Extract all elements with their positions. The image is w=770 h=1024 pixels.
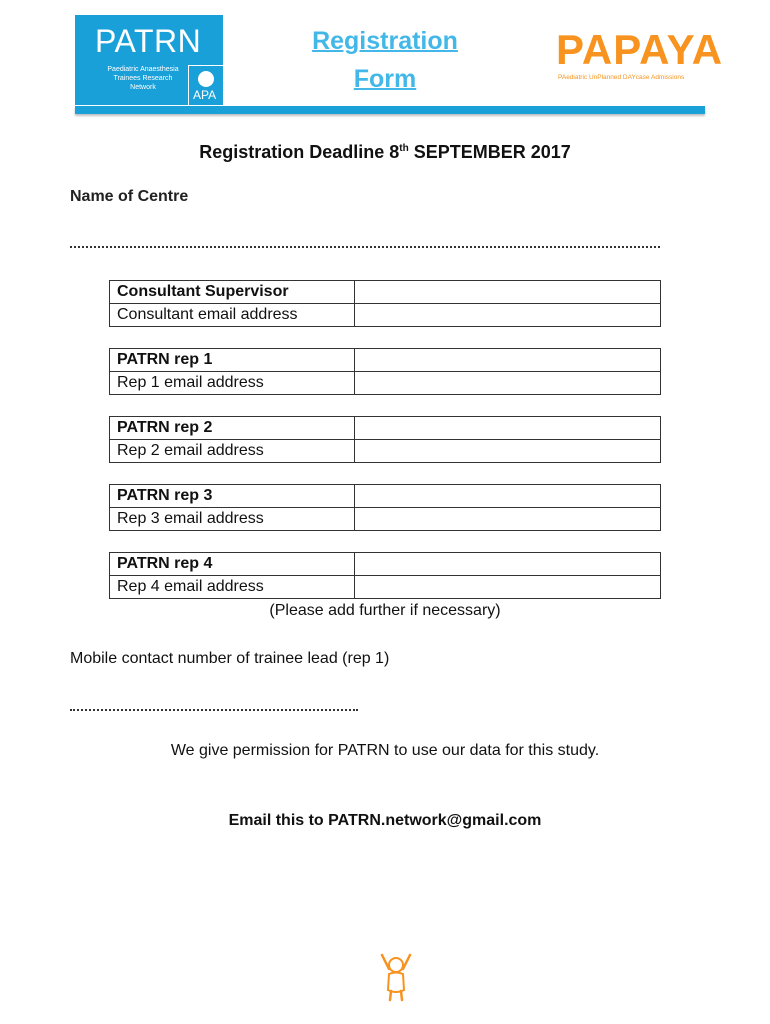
- rep3-table: [109, 484, 661, 531]
- rep2-email-field[interactable]: [355, 440, 661, 463]
- rep1-name-field[interactable]: [355, 349, 661, 372]
- add-further-note: (Please add further if necessary): [269, 602, 501, 619]
- rep3-email-label: Rep 3 email address: [110, 508, 355, 531]
- patrn-logo-subtitle: Paediatric Anaesthesia Trainees Research Network: [107, 66, 179, 91]
- rep1-table: [109, 348, 661, 395]
- rep2-email-label: Rep 2 email address: [110, 440, 355, 463]
- mobile-contact-label: Mobile contact number of trainee lead (rep 1): [70, 650, 390, 667]
- registration-deadline: [0, 142, 770, 163]
- form-title-line1: Registration: [312, 27, 458, 55]
- patrn-logo: [75, 15, 223, 105]
- rep1-email-field[interactable]: [355, 372, 661, 395]
- consultant-email-label: Consultant email address: [110, 304, 355, 327]
- consultant-email-field[interactable]: [355, 304, 661, 327]
- rep4-name-field[interactable]: [355, 553, 661, 576]
- header-divider-bar: [75, 106, 705, 114]
- rep4-table: [109, 552, 661, 599]
- email-instruction: Email this to PATRN.network@gmail.com: [228, 812, 542, 829]
- consultant-supervisor-label: Consultant Supervisor: [110, 281, 355, 304]
- deadline-suffix: SEPTEMBER 2017: [408, 142, 571, 162]
- apa-logo: [188, 65, 223, 106]
- rep3-email-field[interactable]: [355, 508, 661, 531]
- mobile-contact-field[interactable]: [70, 709, 358, 711]
- rep2-name-field[interactable]: [355, 417, 661, 440]
- name-of-centre-field[interactable]: [70, 246, 660, 248]
- rep4-label: PATRN rep 4: [110, 553, 355, 576]
- consultant-supervisor-field[interactable]: [355, 281, 661, 304]
- consultant-table: [109, 280, 661, 327]
- apa-logo-text: APA: [193, 88, 217, 102]
- rep1-email-label: Rep 1 email address: [110, 372, 355, 395]
- rep1-label: PATRN rep 1: [110, 349, 355, 372]
- papaya-mascot-icon: [378, 952, 414, 1002]
- patrn-logo-title: PATRN: [95, 23, 202, 59]
- rep3-label: PATRN rep 3: [110, 485, 355, 508]
- name-of-centre-label: Name of Centre: [70, 188, 189, 205]
- rep3-name-field[interactable]: [355, 485, 661, 508]
- papaya-strapline: PAediatric UnPlanned DAYcase Admissions: [558, 74, 685, 81]
- rep4-email-label: Rep 4 email address: [110, 576, 355, 599]
- deadline-ordinal: th: [399, 143, 409, 154]
- papaya-logo: [552, 22, 724, 92]
- permission-statement: We give permission for PATRN to use our data for this study.: [170, 742, 600, 759]
- rep2-label: PATRN rep 2: [110, 417, 355, 440]
- form-title: [290, 22, 480, 98]
- rep4-email-field[interactable]: [355, 576, 661, 599]
- papaya-wordmark: PAPAYA: [556, 26, 724, 73]
- apa-badge: [198, 71, 214, 87]
- rep2-table: [109, 416, 661, 463]
- form-title-line2: Form: [353, 65, 417, 93]
- deadline-prefix: Registration Deadline 8: [199, 142, 400, 162]
